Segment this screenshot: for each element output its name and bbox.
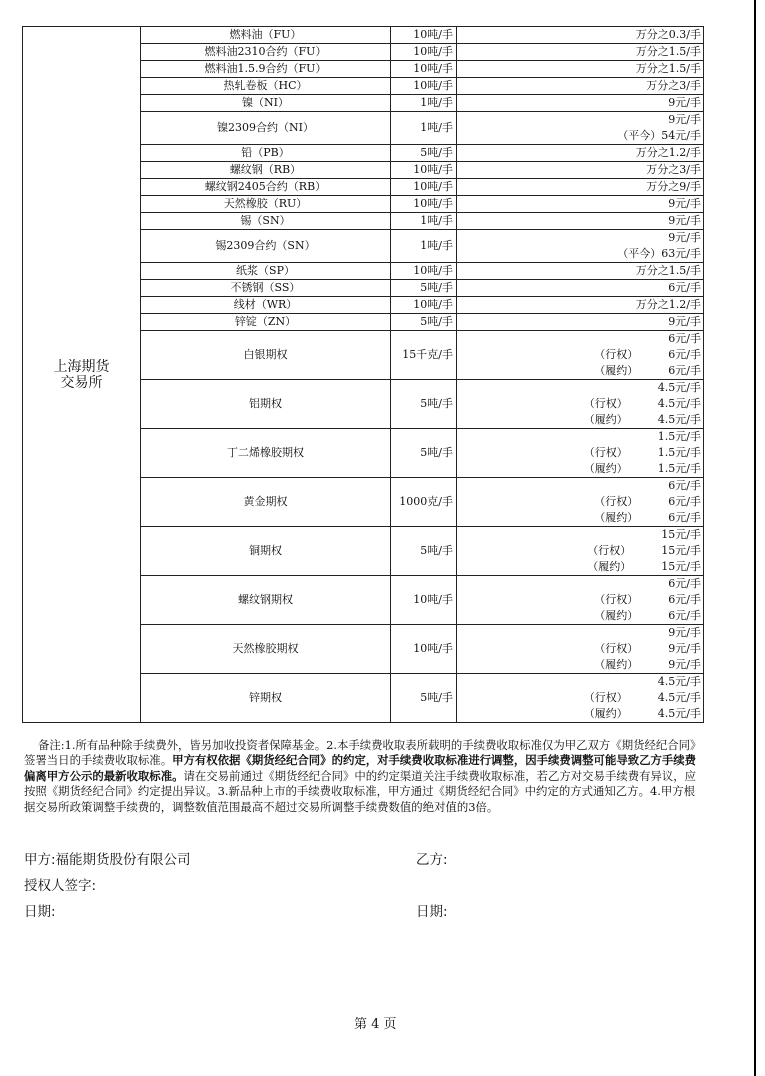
product-cell: 镍（NI）	[141, 95, 391, 112]
fee-line	[457, 380, 703, 396]
product-cell: 锌期权	[141, 674, 391, 723]
fee-cell	[457, 179, 704, 196]
fee-line	[457, 61, 703, 77]
fee-line	[457, 297, 703, 313]
fee-line	[457, 162, 703, 178]
fee-cell	[457, 380, 704, 429]
fee-line	[457, 461, 703, 477]
unit-cell: 10吨/手	[391, 263, 457, 280]
unit-cell: 5吨/手	[391, 429, 457, 478]
fee-cell	[457, 44, 704, 61]
table-row	[23, 27, 704, 44]
fee-line	[457, 145, 703, 161]
fee-value: 6元/手	[668, 511, 701, 524]
footnote-text-1: 备注:1.所有品种除手续费外，皆另加收投资者保障基金。2.本手续费收取表所载明的手续费收取标准仅为甲乙双方《期货经纪合同》签署当日的手续费收取标准。	[24, 738, 702, 768]
fee-value: 4.5元/手	[657, 675, 701, 688]
product-cell: 天然橡胶期权	[141, 625, 391, 674]
fee-cell	[457, 576, 704, 625]
fee-value: 4.5元/手	[657, 397, 701, 410]
exchange-name-cell: 上海期货 交易所	[23, 27, 141, 723]
fee-cell	[457, 331, 704, 380]
unit-cell: 15千克/手	[391, 331, 457, 380]
party-a-label: 甲方:福能期货股份有限公司	[24, 852, 191, 868]
unit-cell: 10吨/手	[391, 576, 457, 625]
fee-value: 万分之1.2/手	[635, 146, 701, 159]
unit-cell: 5吨/手	[391, 674, 457, 723]
fee-value: 万分之1.5/手	[635, 45, 701, 58]
fee-line	[457, 363, 703, 379]
fee-value: 9元/手	[668, 96, 701, 109]
fee-value: 4.5元/手	[657, 707, 701, 720]
party-b-date-label: 日期:	[416, 904, 448, 920]
product-cell: 螺纹钢2405合约（RB）	[141, 179, 391, 196]
product-cell: 燃料油（FU）	[141, 27, 391, 44]
fee-value: （平今）63元/手	[617, 247, 701, 260]
fee-cell	[457, 230, 704, 263]
unit-cell: 1000克/手	[391, 478, 457, 527]
fee-line	[457, 625, 703, 641]
fee-line	[457, 494, 703, 510]
fee-value: 万分之1.5/手	[635, 62, 701, 75]
product-cell: 镍2309合约（NI）	[141, 112, 391, 145]
unit-cell: 1吨/手	[391, 230, 457, 263]
fee-line	[457, 246, 703, 262]
fee-value: 6元/手	[668, 364, 701, 377]
fee-line	[457, 445, 703, 461]
fee-value: 6元/手	[668, 609, 701, 622]
product-cell: 丁二烯橡胶期权	[141, 429, 391, 478]
unit-cell: 1吨/手	[391, 213, 457, 230]
fee-line	[457, 112, 703, 128]
fee-line	[457, 478, 703, 494]
fee-line	[457, 412, 703, 428]
unit-cell: 5吨/手	[391, 145, 457, 162]
product-cell: 白银期权	[141, 331, 391, 380]
fee-type-label: （行权）	[594, 593, 639, 606]
fee-type-label: （行权）	[594, 495, 639, 508]
fee-value: 9元/手	[668, 231, 701, 244]
page-number: 第 4 页	[354, 1017, 397, 1032]
fee-value: 6元/手	[668, 332, 701, 345]
fee-value: 4.5元/手	[657, 381, 701, 394]
fee-line	[457, 44, 703, 60]
fee-line	[457, 280, 703, 296]
fee-line	[457, 314, 703, 330]
fee-value: 9元/手	[668, 626, 701, 639]
fee-cell	[457, 112, 704, 145]
fee-value: 9元/手	[668, 642, 701, 655]
fee-value: 6元/手	[668, 348, 701, 361]
authorized-signature-label: 授权人签字:	[24, 878, 97, 894]
fee-line	[457, 690, 703, 706]
footnote-bold: 甲方有权依据《期货经纪合同》的约定，对手续费收取标准进行调整，因手续费调整可能导致乙方手续费偏离甲方公示的最新收取标准。	[24, 753, 697, 783]
product-cell: 螺纹钢（RB）	[141, 162, 391, 179]
fee-value: 万分之3/手	[646, 163, 701, 176]
fee-line	[457, 95, 703, 111]
fee-value: 15元/手	[661, 528, 701, 541]
product-cell: 纸浆（SP）	[141, 263, 391, 280]
fee-value: 6元/手	[668, 495, 701, 508]
party-b-label: 乙方:	[416, 852, 448, 868]
unit-cell: 10吨/手	[391, 27, 457, 44]
fee-value: 9元/手	[668, 658, 701, 671]
fee-cell	[457, 145, 704, 162]
fee-cell	[457, 280, 704, 297]
fee-value: 万分之3/手	[646, 79, 701, 92]
page-right-border	[754, 0, 756, 1076]
unit-cell: 10吨/手	[391, 625, 457, 674]
fee-value: 9元/手	[668, 315, 701, 328]
fee-type-label: （履约）	[583, 462, 628, 475]
fee-type-label: （行权）	[587, 544, 632, 557]
fee-value: 6元/手	[668, 577, 701, 590]
unit-cell: 10吨/手	[391, 61, 457, 78]
product-cell: 黄金期权	[141, 478, 391, 527]
fee-cell	[457, 297, 704, 314]
fee-value: 万分之1.2/手	[635, 298, 701, 311]
fee-value: 1.5元/手	[657, 462, 701, 475]
unit-cell: 10吨/手	[391, 297, 457, 314]
fee-type-label: （履约）	[587, 560, 632, 573]
fee-line	[457, 608, 703, 624]
fee-line	[457, 592, 703, 608]
fee-value: 6元/手	[668, 281, 701, 294]
fee-type-label: （行权）	[583, 397, 628, 410]
product-cell: 天然橡胶（RU）	[141, 196, 391, 213]
fee-value: 4.5元/手	[657, 691, 701, 704]
fee-line	[457, 78, 703, 94]
product-cell: 线材（WR）	[141, 297, 391, 314]
fee-type-label: （履约）	[594, 609, 639, 622]
fee-cell	[457, 196, 704, 213]
fee-line	[457, 331, 703, 347]
fee-line	[457, 230, 703, 246]
fee-line	[457, 510, 703, 526]
fee-type-label: （履约）	[583, 707, 628, 720]
fee-line	[457, 179, 703, 195]
fee-value: 1.5元/手	[657, 446, 701, 459]
fee-cell	[457, 78, 704, 95]
unit-cell: 10吨/手	[391, 78, 457, 95]
product-cell: 铜期权	[141, 527, 391, 576]
fee-line	[457, 706, 703, 722]
unit-cell: 5吨/手	[391, 527, 457, 576]
fee-line	[457, 576, 703, 592]
fee-line	[457, 396, 703, 412]
fee-value: 万分之1.5/手	[635, 264, 701, 277]
fee-line	[457, 347, 703, 363]
product-cell: 不锈钢（SS）	[141, 280, 391, 297]
fee-value: 4.5元/手	[657, 413, 701, 426]
fee-type-label: （行权）	[594, 642, 639, 655]
footnote	[24, 738, 706, 815]
fee-value: 1.5元/手	[657, 430, 701, 443]
product-cell: 燃料油2310合约（FU）	[141, 44, 391, 61]
fee-line	[457, 527, 703, 543]
product-cell: 锡（SN）	[141, 213, 391, 230]
fee-cell	[457, 213, 704, 230]
fee-type-label: （行权）	[583, 691, 628, 704]
fee-line	[457, 674, 703, 690]
fee-cell	[457, 95, 704, 112]
party-a-date-label: 日期:	[24, 904, 56, 920]
fee-line	[457, 196, 703, 212]
fee-type-label: （履约）	[594, 364, 639, 377]
fee-cell	[457, 314, 704, 331]
unit-cell: 1吨/手	[391, 112, 457, 145]
unit-cell: 5吨/手	[391, 314, 457, 331]
fee-value: 15元/手	[661, 560, 701, 573]
fee-line	[457, 263, 703, 279]
fee-cell	[457, 625, 704, 674]
product-cell: 燃料油1.5.9合约（FU）	[141, 61, 391, 78]
footnote-text-2: 请在交易前通过《期货经纪合同》中的约定渠道关注手续费收取标准，若乙方对交易手续费有异议，应按照《期货经纪合同》约定提出异议。3.新品种上市的手续费收取标准，甲方通过《期货经纪合同》中约定的方式通知乙方。4.甲方根据交易所政策调整手续费的，调整数值范围最高不超过交易所调整手续费数值的绝对值的3倍。	[24, 768, 697, 814]
fee-type-label: （行权）	[594, 348, 639, 361]
fee-cell	[457, 674, 704, 723]
fee-type-label: （履约）	[594, 511, 639, 524]
unit-cell: 5吨/手	[391, 280, 457, 297]
fee-line	[457, 213, 703, 229]
product-cell: 锡2309合约（SN）	[141, 230, 391, 263]
fee-type-label: （履约）	[583, 413, 628, 426]
fee-cell	[457, 527, 704, 576]
unit-cell: 10吨/手	[391, 179, 457, 196]
fee-cell	[457, 61, 704, 78]
fee-line	[457, 543, 703, 559]
fee-type-label: （行权）	[583, 446, 628, 459]
fee-cell	[457, 27, 704, 44]
fee-value: 15元/手	[661, 544, 701, 557]
fee-value: （平今）54元/手	[617, 129, 701, 142]
fee-value: 万分之9/手	[646, 180, 701, 193]
fee-table	[22, 26, 704, 723]
unit-cell: 1吨/手	[391, 95, 457, 112]
fee-cell	[457, 162, 704, 179]
fee-value: 9元/手	[668, 214, 701, 227]
unit-cell: 10吨/手	[391, 196, 457, 213]
fee-line	[457, 641, 703, 657]
fee-table-body	[23, 27, 704, 723]
product-cell: 铅（PB）	[141, 145, 391, 162]
unit-cell: 10吨/手	[391, 44, 457, 61]
fee-value: 9元/手	[668, 113, 701, 126]
product-cell: 锌锭（ZN）	[141, 314, 391, 331]
unit-cell: 5吨/手	[391, 380, 457, 429]
product-cell: 热轧卷板（HC）	[141, 78, 391, 95]
fee-line	[457, 657, 703, 673]
fee-line	[457, 27, 703, 43]
fee-line	[457, 429, 703, 445]
fee-cell	[457, 478, 704, 527]
fee-value: 万分之0.3/手	[635, 28, 701, 41]
fee-cell	[457, 429, 704, 478]
fee-value: 9元/手	[668, 197, 701, 210]
fee-line	[457, 128, 703, 144]
unit-cell: 10吨/手	[391, 162, 457, 179]
fee-line	[457, 559, 703, 575]
product-cell: 铝期权	[141, 380, 391, 429]
fee-value: 6元/手	[668, 479, 701, 492]
fee-type-label: （履约）	[594, 658, 639, 671]
fee-cell	[457, 263, 704, 280]
fee-value: 6元/手	[668, 593, 701, 606]
product-cell: 螺纹钢期权	[141, 576, 391, 625]
